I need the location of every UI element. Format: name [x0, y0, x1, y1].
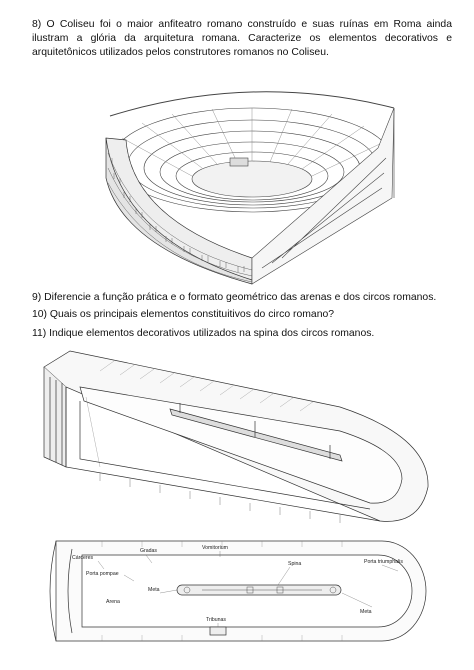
label-vomitorium: Vomitorium — [202, 545, 228, 551]
label-meta-right: Meta — [360, 609, 372, 615]
label-spina: Spina — [288, 561, 302, 567]
label-porta-triumphalis: Porta triumphalis — [364, 559, 403, 565]
label-arena: Arena — [106, 599, 120, 605]
label-carceres: Cárceres — [72, 555, 94, 561]
colosseum-illustration — [102, 78, 402, 286]
circus-3d-illustration — [40, 347, 440, 527]
label-gradas: Gradas — [140, 548, 158, 554]
question-9: 9) Diferencie a função prática e o formato geométrico das arenas e dos circos romanos. — [32, 292, 437, 303]
label-tribunas: Tribunas — [206, 617, 226, 623]
question-11: 11) Indique elementos decorativos utilizados na spina dos circos romanos. — [32, 328, 375, 339]
question-10: 10) Quais os principais elementos constituitivos do circo romano? — [32, 309, 335, 320]
question-8: 8) O Coliseu foi o maior anfiteatro romano construído e suas ruínas em Roma ainda ilustram a glória da arquitetura romana. Caracterize os elementos decorativos e arquitetônicos utilizados pelos construtores romanos no Coliseu. — [32, 19, 452, 59]
label-porta-pompae: Porta pompae — [86, 571, 119, 577]
circus-plan — [42, 527, 432, 647]
label-meta-left: Meta — [148, 587, 160, 593]
